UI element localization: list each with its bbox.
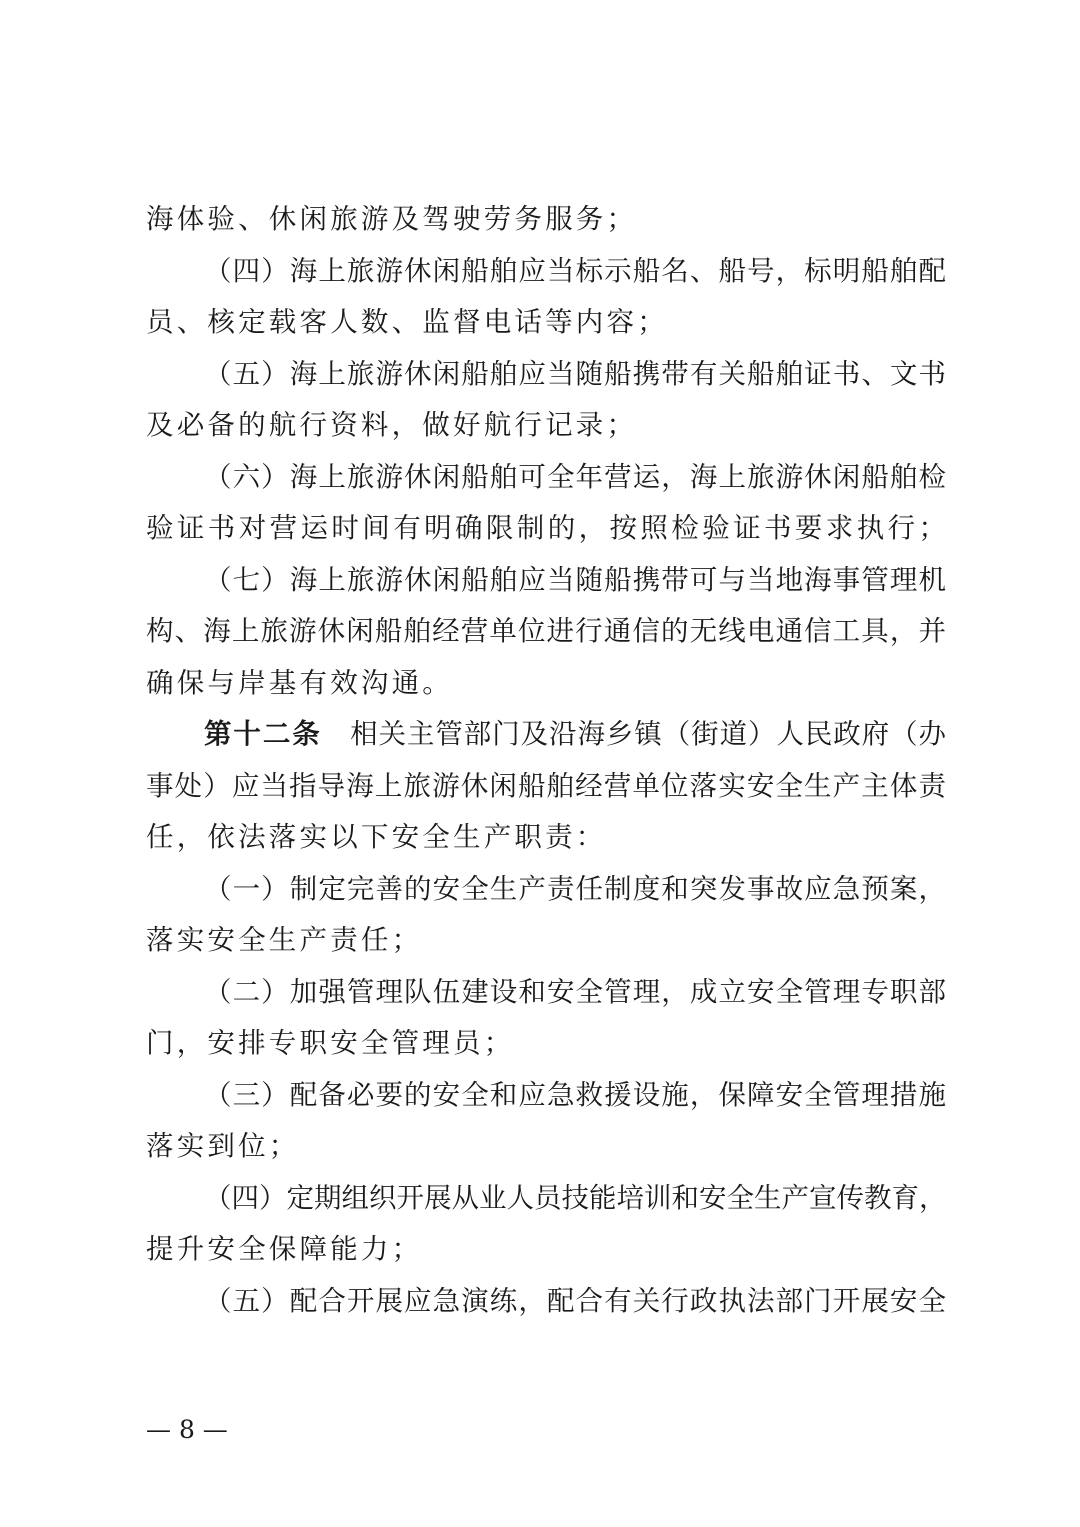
- text-line: [146, 452, 946, 504]
- line-text: 及必备的航行资料，做好航行记录；: [146, 409, 638, 441]
- line-text: （二）加强管理队伍建设和安全管理，成立安全管理专职部: [204, 975, 946, 1008]
- line-text: 构、海上旅游休闲船舶经营单位进行通信的无线电通信工具，并: [146, 615, 946, 647]
- text-line: [146, 400, 946, 452]
- line-text: 任，依法落实以下安全生产职责：: [146, 821, 607, 853]
- text-line: [146, 606, 946, 658]
- line-text: 提升安全保障能力；: [146, 1233, 423, 1265]
- line-text: 确保与岸基有效沟通。: [146, 666, 453, 699]
- text-line: [146, 864, 946, 916]
- text-line: [146, 709, 946, 761]
- text-line: [146, 915, 946, 967]
- text-line: [146, 1018, 946, 1070]
- line-text: 海体验、休闲旅游及驾驶劳务服务；: [146, 203, 638, 235]
- page-number: — 8 —: [146, 1415, 228, 1444]
- line-text: （六）海上旅游休闲船舶可全年营运，海上旅游休闲船舶检: [204, 460, 946, 493]
- text-line: [146, 297, 946, 349]
- text-line: [146, 1121, 946, 1173]
- text-line: [146, 1070, 946, 1122]
- line-text: 事处）应当指导海上旅游休闲船舶经营单位落实安全生产主体责: [146, 769, 946, 802]
- line-text: （四）定期组织开展从业人员技能培训和安全生产宣传教育，: [204, 1181, 947, 1214]
- line-text: （三）配备必要的安全和应急救援设施，保障安全管理措施: [204, 1078, 946, 1111]
- text-line: [146, 194, 946, 246]
- text-line: [146, 1173, 946, 1225]
- line-text: （七）海上旅游休闲船舶应当随船携带可与当地海事管理机: [204, 563, 946, 596]
- line-text: 员、核定载客人数、监督电话等内容；: [146, 306, 668, 338]
- text-line: [146, 246, 946, 298]
- line-text: （四）海上旅游休闲船舶应当标示船名、船号，标明船舶配: [204, 254, 946, 287]
- line-text: 落实到位；: [146, 1130, 300, 1162]
- text-line: [146, 503, 946, 555]
- line-text: 验证书对营运时间有明确限制的，按照检验证书要求执行；: [146, 512, 946, 544]
- text-line: [146, 1276, 946, 1328]
- body-text: [146, 194, 946, 1327]
- line-text: 落实安全生产责任；: [146, 924, 423, 956]
- line-text: （五）配合开展应急演练，配合有关行政执法部门开展安全: [204, 1284, 946, 1317]
- line-text: （一）制定完善的安全生产责任制度和突发事故应急预案，: [204, 872, 946, 905]
- text-line: [146, 1224, 946, 1276]
- text-line: [146, 555, 946, 607]
- line-text: 门，安排专职安全管理员；: [146, 1027, 515, 1059]
- text-line: [146, 349, 946, 401]
- line-text: 相关主管部门及沿海乡镇（街道）人民政府（办: [321, 718, 947, 750]
- text-line: [146, 658, 946, 710]
- line-text: （五）海上旅游休闲船舶应当随船携带有关船舶证书、文书: [204, 357, 946, 390]
- text-line: [146, 761, 946, 813]
- article-heading: 第十二条: [204, 718, 322, 750]
- text-line: [146, 812, 946, 864]
- text-line: [146, 967, 946, 1019]
